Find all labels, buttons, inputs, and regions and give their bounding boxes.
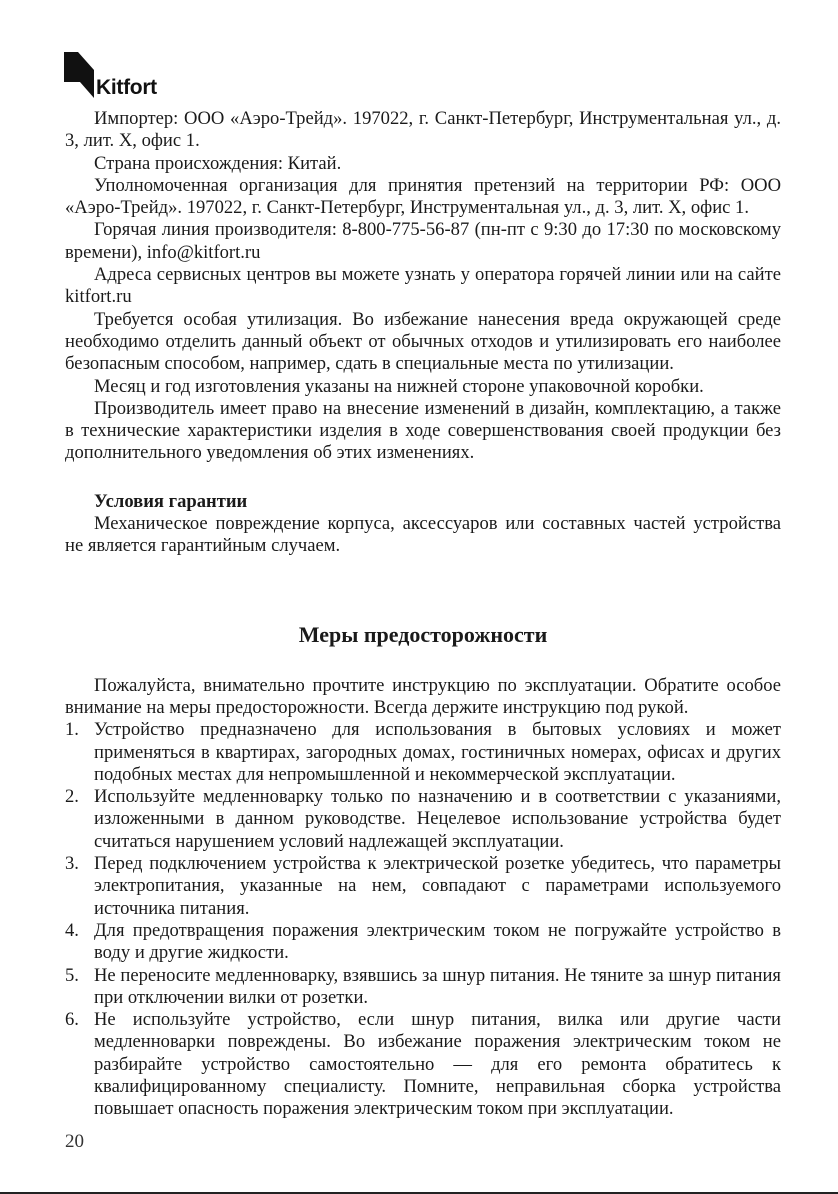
- kitfort-logo-icon: [64, 52, 94, 98]
- brand-name: Kitfort: [96, 76, 157, 99]
- precautions-list: [65, 719, 781, 1120]
- precautions-intro: Пожалуйста, внимательно прочтите инструкцию по эксплуатации. Обратите особое внимание на меры предосторожности. Всегда держите инструкцию под рукой.: [65, 674, 781, 718]
- changes-notice-paragraph: Производитель имеет право на внесение изменений в дизайн, комплектацию, а также в технические характеристики изделия в ходе совершенствования своей продукции без дополнительного уведомления об этих изменениях.: [65, 397, 781, 464]
- authorized-org-paragraph: Уполномоченная организация для принятия претензий на территории РФ: ООО «Аэро-Трейд». 197022, г. Санкт-Петербург, Инструментальная ул., д. 3, лит. Х, офис 1.: [65, 174, 781, 219]
- list-item: [65, 853, 781, 920]
- origin-paragraph: Страна происхождения: Китай.: [94, 152, 342, 174]
- list-item: [65, 1009, 781, 1120]
- list-item: [65, 965, 781, 1010]
- list-item: [65, 719, 781, 786]
- list-item-text: Используйте медленноварку только по назначению и в соответствии с указаниями, изложенными в данном руководстве. Нецелевое использование устройства будет считаться нарушением условий надлежащей эксплуатации.: [94, 786, 781, 852]
- list-item: [65, 920, 781, 965]
- list-item-number: 4.: [65, 919, 79, 941]
- list-item-text: Не используйте устройство, если шнур питания, вилка или другие части медленноварки повреждены. Во избежание поражения электрическим током не разбирайте устройство самостоятельно — для его ремонта обратитесь к квалифицированному специалисту. Помните, неправильная сборка устройства повышает опасность поражения электрическим током при эксплуатации.: [94, 1009, 781, 1120]
- list-item-number: 2.: [65, 786, 79, 808]
- list-item-number: 3.: [65, 853, 79, 875]
- brand-logo: [64, 52, 157, 98]
- page-number: 20: [65, 1131, 84, 1152]
- list-item-text: Для предотвращения поражения электрическим током не погружайте устройство в воду и другие жидкости.: [94, 919, 781, 964]
- list-item-text: Перед подключением устройства к электрической розетке убедитесь, что параметры электропитания, указанные на нем, совпадают с параметрами используемого источника питания.: [94, 853, 781, 919]
- hotline-paragraph: Горячая линия производителя: 8-800-775-56-87 (пн-пт с 9:30 до 17:30 по московскому времени), info@kitfort.ru: [65, 219, 781, 263]
- manufacture-date-paragraph: Месяц и год изготовления указаны на нижней стороне упаковочной коробки.: [94, 375, 704, 397]
- list-item-number: 5.: [65, 964, 79, 986]
- list-item-text: Не переносите медленноварку, взявшись за шнур питания. Не тяните за шнур питания при отключении вилки от розетки.: [94, 964, 781, 1008]
- service-centers-paragraph: Адреса сервисных центров вы можете узнать у оператора горячей линии или на сайте kitfort.ru: [65, 264, 781, 308]
- warranty-text: Механическое повреждение корпуса, аксессуаров или составных частей устройства не является гарантийным случаем.: [65, 513, 781, 557]
- importer-paragraph: Импортер: ООО «Аэро-Трейд». 197022, г. Санкт-Петербург, Инструментальная ул., д. 3, лит. Х, офис 1.: [65, 108, 781, 152]
- precautions-title: Меры предосторожности: [298, 621, 548, 647]
- list-item-number: 6.: [65, 1009, 79, 1031]
- warranty-heading: Условия гарантии: [94, 490, 248, 512]
- list-item-number: 1.: [65, 719, 79, 741]
- list-item: [65, 786, 781, 853]
- document-body: [65, 108, 781, 1121]
- list-item-text: Устройство предназначено для использования в бытовых условиях и может применяться в квартирах, загородных домах, гостиничных номерах, офисах и других подобных местах для непромышленной и некоммерческой эксплуатации.: [94, 719, 781, 785]
- disposal-paragraph: Требуется особая утилизация. Во избежание нанесения вреда окружающей среде необходимо отделить данный объект от обычных отходов и утилизировать его наиболее безопасным способом, например, сдать в специальные места по утилизации.: [65, 308, 781, 375]
